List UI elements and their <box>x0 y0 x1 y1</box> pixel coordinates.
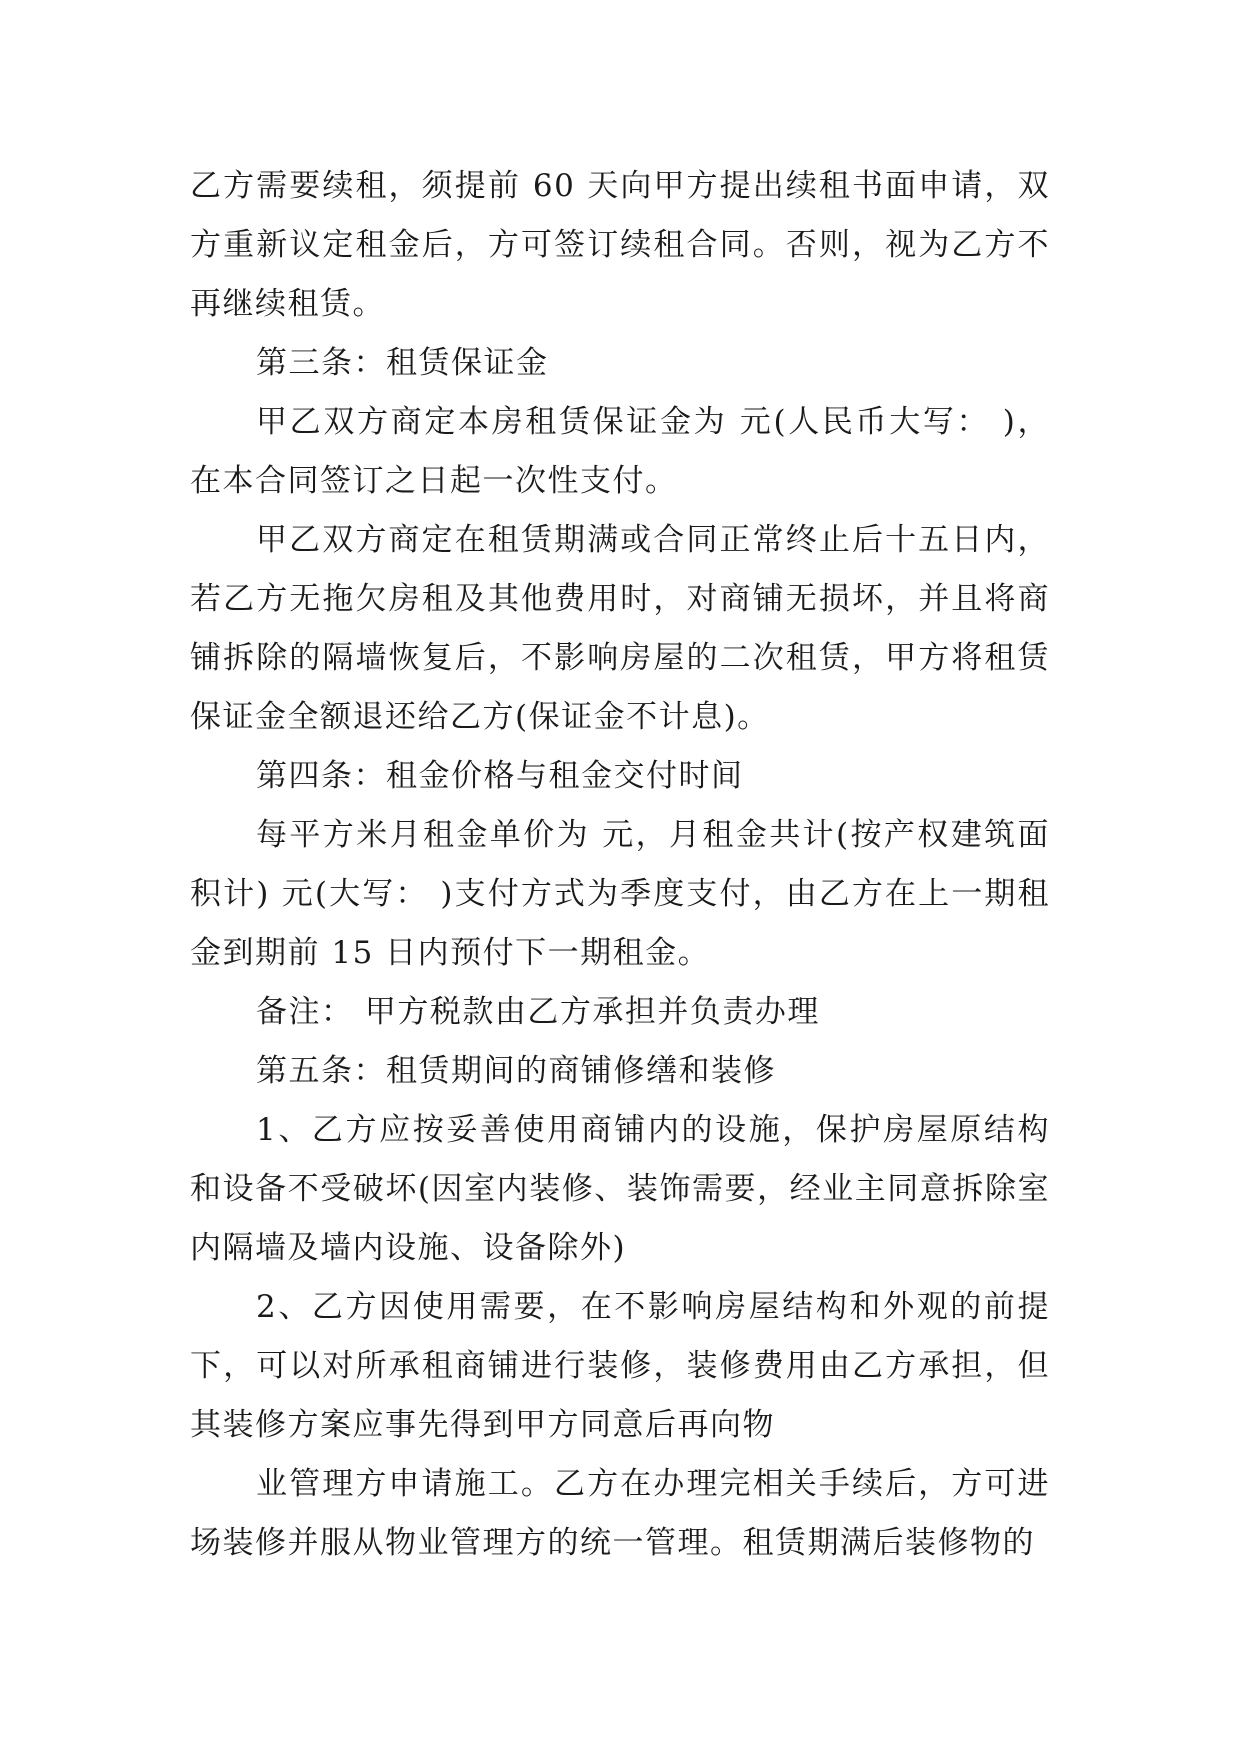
paragraph-construction: 业管理方申请施工。乙方在办理完相关手续后，方可进场装修并服从物业管理方的统一管理。租赁期满后装修物的 <box>190 1466 1050 1561</box>
paragraph-clause-1: 1、乙方应按妥善使用商铺内的设施，保护房屋原结构和设备不受破坏(因室内装修、装饰需要，经业主同意拆除室内隔墙及墙内设施、设备除外) <box>190 1112 1050 1266</box>
paragraph-remark: 备注： 甲方税款由乙方承担并负责办理 <box>256 994 820 1030</box>
paragraph-deposit-amount: 甲乙双方商定本房租赁保证金为 元(人民币大写： )，在本合同签订之日起一次性支付。 <box>190 404 1050 499</box>
paragraph-rent-price: 每平方米月租金单价为 元，月租金共计(按产权建筑面积计) 元(大写： )支付方式为季度支付，由乙方在上一期租金到期前 15 日内预付下一期租金。 <box>190 817 1050 971</box>
heading-article-3: 第三条：租赁保证金 <box>256 345 549 381</box>
document-page <box>190 157 1050 1573</box>
paragraph-renewal: 乙方需要续租，须提前 60 天向甲方提出续租书面申请，双方重新议定租金后，方可签订续租合同。否则，视为乙方不再继续租赁。 <box>190 168 1050 322</box>
paragraph-clause-2: 2、乙方因使用需要，在不影响房屋结构和外观的前提下，可以对所承租商铺进行装修，装修费用由乙方承担，但其装修方案应事先得到甲方同意后再向物 <box>190 1289 1050 1443</box>
paragraph-deposit-refund: 甲乙双方商定在租赁期满或合同正常终止后十五日内，若乙方无拖欠房租及其他费用时，对商铺无损坏，并且将商铺拆除的隔墙恢复后，不影响房屋的二次租赁，甲方将租赁保证金全额退还给乙方(保证金不计息)。 <box>190 522 1050 735</box>
heading-article-5: 第五条：租赁期间的商铺修缮和装修 <box>256 1053 776 1089</box>
heading-article-4: 第四条：租金价格与租金交付时间 <box>256 758 744 794</box>
